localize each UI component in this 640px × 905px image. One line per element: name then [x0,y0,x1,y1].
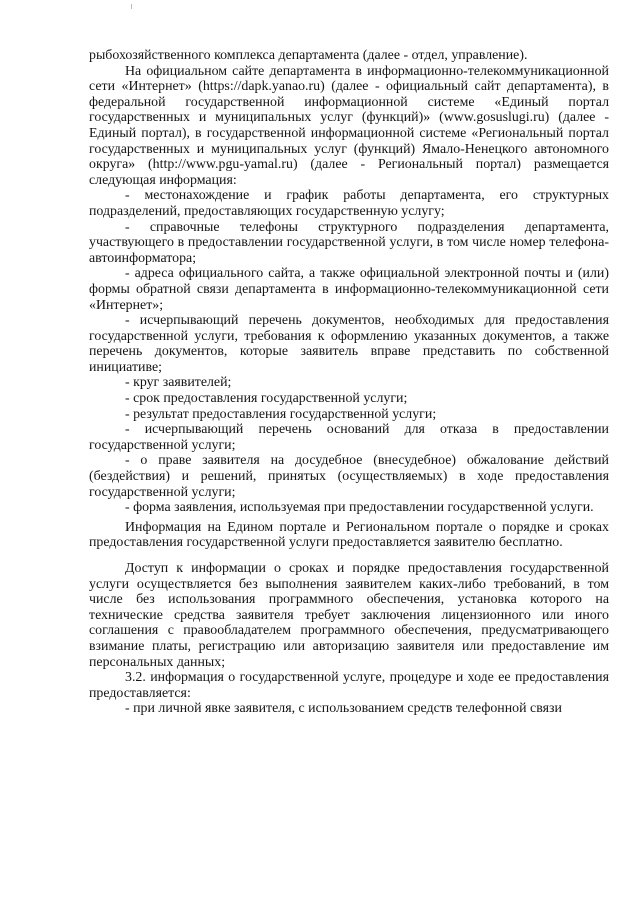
list-item-personal-visit: - при личной явке заявителя, с использованием средств телефонной связи [125,701,562,717]
paragraph-official-sites: На официальном сайте департамента в информационно-телекоммуникационной сети «Интернет» (https://dapk.yanao.ru) (далее - официальный сайт департамента), в федеральной государственной информационной системе «Единый портал государственных и муниципальных услуг (функций)» (www.gosuslugi.ru) (далее - Единый портал), в государственной информационной системе «Региональный портал государственных и муниципальных услуг (функций) Ямало-Ненецкого автономного округа» (http://www.pgu-yamal.ru) (далее - Региональный портал) размещается следующая информация: [89,63,609,188]
list-item-website-email: - адреса официального сайта, а также официальной электронной почты и (или) формы обратной связи департамента в информационно-телекоммуникационной сети «Интернет»; [89,266,609,313]
list-item-documents-list: - исчерпывающий перечень документов, необходимых для предоставления государственной услуги, требования к оформлению указанных документов, а также перечень документов, которые заявитель вправе представить по собственной инициативе; [89,313,609,375]
paragraph-department-tail: рыбохозяйственного комплекса департамента (далее - отдел, управление). [89,48,528,63]
list-item-refusal-grounds: - исчерпывающий перечень оснований для отказа в предоставлении государственной услуги; [89,422,609,453]
paragraph-portal-info-free: Информация на Едином портале и Региональном портале о порядке и сроках предоставления государственной услуги предоставляется заявителю бесплатно. [89,519,609,551]
list-item-location-schedule: - местонахождение и график работы департамента, его структурных подразделений, предоставляющих государственную услугу; [89,188,609,219]
list-item-service-result: - результат предоставления государственной услуги; [125,406,437,422]
paragraph-section-3-2: 3.2. информация о государственной услуге, процедуре и ходе ее предоставления предоставляется: [89,670,609,701]
list-item-reference-phones: - справочные телефоны структурного подразделения департамента, участвующего в предоставлении государственной услуги, в том числе номер телефона-автоинформатора; [89,219,609,266]
paragraph-access-to-info: Доступ к информации о сроках и порядке предоставления государственной услуги осуществляется без выполнения заявителем каких-либо требований, в том числе без использования программного обеспечения, установка которого на технические средства заявителя требует заключения лицензионного или иного соглашения с правообладателем программного обеспечения, предусматривающего взимание платы, регистрацию или авторизацию заявителя или предоставление им персональных данных; [89,561,609,670]
list-item-appeal-right: - о праве заявителя на досудебное (внесудебное) обжалование действий (бездействия) и решений, принятых (осуществляемых) в ходе предоставления государственной услуги; [89,453,609,500]
list-item-service-term: - срок предоставления государственной услуги; [125,391,408,407]
scan-artifact-mark [131,4,132,9]
list-item-applicants: - круг заявителей; [125,375,232,391]
document-page [89,48,609,717]
list-item-application-form: - форма заявления, используемая при предоставлении государственной услуги. [125,500,594,516]
